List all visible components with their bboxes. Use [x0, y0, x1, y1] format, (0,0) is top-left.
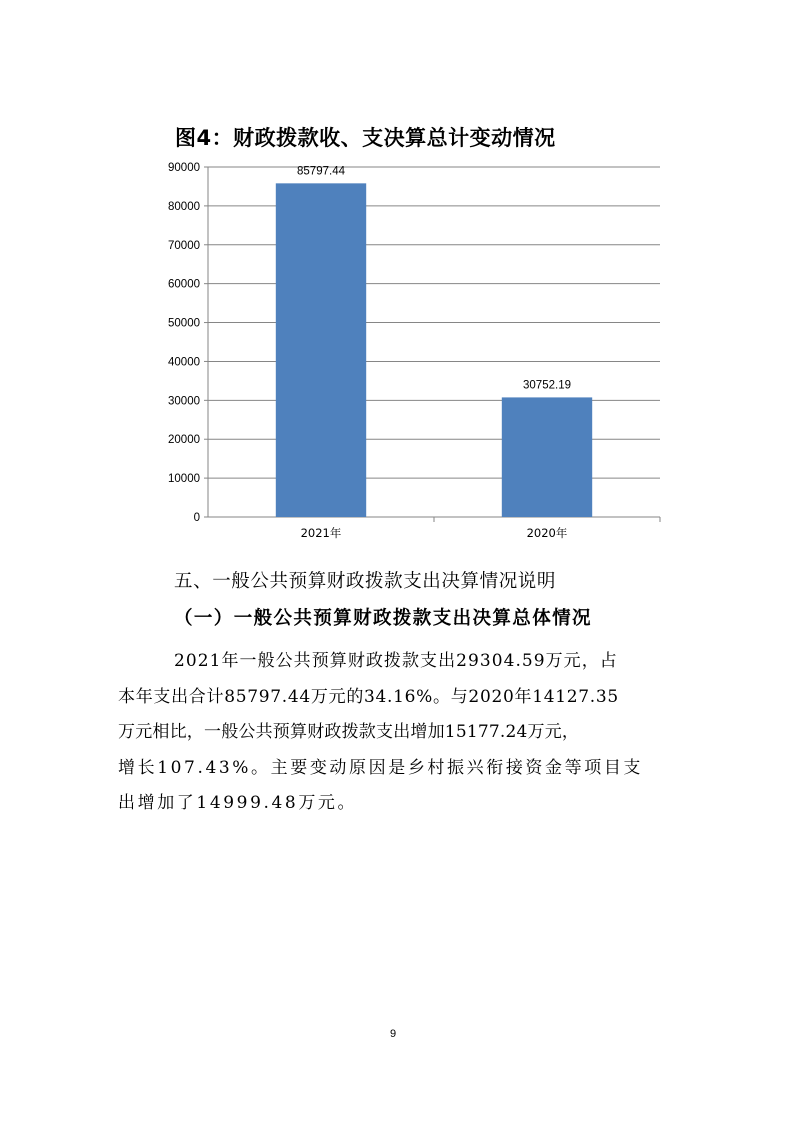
page-number: 9 — [390, 1028, 397, 1040]
bar — [276, 183, 366, 517]
body-line: 2021年一般公共预算财政拨款支出29304.59万元，占 — [174, 651, 618, 671]
body-paragraph — [118, 644, 698, 822]
y-tick-label: 0 — [193, 512, 200, 524]
body-line: 本年支出合计85797.44万元的34.16%。与2020年14127.35 — [118, 686, 619, 707]
bar — [502, 397, 592, 517]
y-tick-label: 70000 — [168, 239, 200, 252]
y-tick-label: 50000 — [168, 317, 200, 330]
sub-heading: （一）一般公共预算财政拨款支出决算总体情况 — [174, 608, 592, 629]
category-label: 2021年 — [300, 526, 342, 540]
section-heading: 五、一般公共预算财政拨款支出决算情况说明 — [174, 571, 557, 592]
gridlines — [208, 167, 660, 478]
bars — [276, 183, 592, 517]
y-tick-label: 90000 — [168, 162, 200, 174]
chart-title: 图4：财政拨款收、支决算总计变动情况 — [175, 126, 556, 150]
y-tick-label: 40000 — [168, 356, 200, 369]
body-line: 增长107.43%。主要变动原因是乡村振兴衔接资金等项目支 — [118, 757, 644, 778]
body-line: 万元相比，一般公共预算财政拨款支出增加15177.24万元， — [118, 722, 580, 742]
y-tick-label: 20000 — [168, 434, 200, 447]
body-line: 出增加了14999.48万元。 — [118, 793, 358, 813]
y-tick-label: 60000 — [168, 278, 200, 291]
y-tick-label: 30000 — [168, 395, 200, 408]
y-tick-label: 10000 — [168, 473, 200, 486]
data-label: 30752.19 — [523, 379, 571, 392]
data-label: 85797.44 — [297, 165, 345, 178]
y-tick-label: 80000 — [168, 200, 200, 213]
category-label: 2020年 — [526, 526, 568, 540]
bar-chart — [160, 150, 680, 540]
